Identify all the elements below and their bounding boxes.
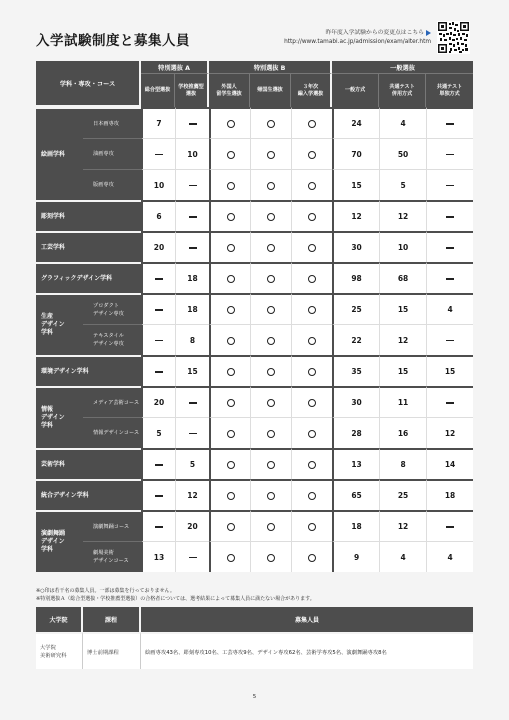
category-line: 学科 — [41, 422, 54, 429]
subcategory-cell — [83, 324, 141, 355]
value-cell — [291, 262, 332, 293]
category-line: 演劇舞踊 — [41, 530, 66, 537]
value-cell — [250, 293, 291, 324]
value-cell — [209, 200, 250, 231]
value-cell — [250, 386, 291, 417]
value-cell — [175, 107, 209, 138]
dash-mark — [155, 371, 163, 372]
arrow-right-icon — [426, 30, 431, 36]
value-cell: 18 — [175, 262, 209, 293]
value-cell — [141, 293, 175, 324]
value-cell — [209, 355, 250, 386]
circle-mark — [308, 275, 316, 283]
value-cell — [209, 386, 250, 417]
value-cell: 9 — [332, 541, 379, 572]
category-line: 工芸学科 — [41, 243, 66, 251]
header-col-line: 編入学選抜 — [297, 90, 324, 97]
value-cell — [141, 355, 175, 386]
value-cell — [175, 541, 209, 572]
value-cell — [209, 541, 250, 572]
dash-mark — [189, 402, 197, 403]
category-cell — [36, 231, 141, 262]
subcategory-cell — [83, 107, 141, 138]
circle-mark — [267, 120, 275, 128]
dash-mark — [189, 247, 197, 248]
header-col — [209, 74, 250, 107]
circle-mark — [267, 244, 275, 252]
circle-mark — [267, 430, 275, 438]
category-cell — [36, 386, 83, 448]
category-line: デザイン — [41, 321, 65, 328]
value-cell: 4 — [379, 107, 426, 138]
subcategory-cell — [83, 417, 141, 448]
circle-mark — [308, 306, 316, 314]
subcategory-cell — [83, 541, 141, 572]
value-cell: 12 — [175, 479, 209, 510]
dash-mark — [155, 526, 163, 527]
category-line: 統合デザイン学科 — [41, 491, 89, 499]
value-cell — [426, 200, 473, 231]
circle-mark — [227, 337, 235, 345]
circle-mark — [227, 554, 235, 562]
value-cell — [426, 107, 473, 138]
circle-mark — [308, 182, 316, 190]
header-col-line: 共通テスト — [389, 83, 415, 90]
footnote: ※特別選抜Ａ（総合型選抜・学校推薦型選抜）の合格者については、選考結果によって募集人員に満たない場合があります。 — [36, 596, 315, 602]
value-cell — [250, 541, 291, 572]
value-cell — [426, 169, 473, 200]
value-cell — [141, 138, 175, 169]
value-cell: 18 — [332, 510, 379, 541]
value-cell: 16 — [379, 417, 426, 448]
value-cell — [175, 231, 209, 262]
subcategory-line: デザイン専攻 — [93, 310, 124, 317]
circle-mark — [308, 151, 316, 159]
table-row — [36, 448, 473, 479]
subcategory-cell — [83, 386, 141, 417]
header-col — [426, 74, 473, 107]
dash-mark — [189, 557, 197, 558]
circle-mark — [227, 151, 235, 159]
value-cell: 25 — [332, 293, 379, 324]
value-cell: 13 — [332, 448, 379, 479]
value-cell — [291, 200, 332, 231]
value-cell — [250, 479, 291, 510]
circle-mark — [308, 554, 316, 562]
dash-mark — [446, 185, 454, 186]
value-cell: 25 — [379, 479, 426, 510]
category-line: 絵画学科 — [41, 150, 66, 158]
notice-text: 昨年度入学試験からの変更点はこちら — [325, 30, 424, 36]
value-cell — [209, 169, 250, 200]
circle-mark — [308, 337, 316, 345]
subcategory-cell — [83, 169, 141, 200]
grad-school-line: 美術研究科 — [40, 652, 67, 659]
value-cell — [291, 169, 332, 200]
circle-mark — [227, 368, 235, 376]
value-cell — [426, 231, 473, 262]
header-col-line: ３年次 — [302, 83, 319, 90]
header-col-line: 帰国生選抜 — [257, 87, 283, 93]
value-cell: 35 — [332, 355, 379, 386]
value-cell — [250, 107, 291, 138]
value-cell: 11 — [379, 386, 426, 417]
table-row — [36, 293, 473, 324]
circle-mark — [227, 492, 235, 500]
header-col-line: 一般方式 — [344, 87, 366, 93]
header-col — [379, 74, 426, 107]
subcategory-cell — [83, 293, 141, 324]
circle-mark — [267, 461, 275, 469]
dash-mark — [446, 154, 454, 155]
category-cell — [36, 262, 141, 293]
category-cell — [36, 200, 141, 231]
table-row — [36, 324, 473, 355]
header-col — [141, 74, 175, 107]
value-cell — [250, 200, 291, 231]
table-row — [36, 417, 473, 448]
value-cell: 8 — [379, 448, 426, 479]
circle-mark — [308, 120, 316, 128]
subcategory-line: デザインコース — [93, 558, 129, 564]
circle-mark — [267, 523, 275, 531]
value-cell: 30 — [332, 386, 379, 417]
value-cell — [426, 324, 473, 355]
value-cell — [426, 510, 473, 541]
header-col-line: 外国人 — [221, 83, 237, 90]
table-row — [36, 541, 473, 572]
grad-header-school: 大学院 — [36, 607, 83, 632]
subcategory-line: テキスタイル — [93, 333, 124, 339]
circle-mark — [308, 213, 316, 221]
value-cell — [250, 231, 291, 262]
value-cell — [426, 138, 473, 169]
dash-mark — [446, 526, 454, 527]
dash-mark — [446, 216, 454, 217]
subcategory-line: プロダクト — [93, 302, 119, 309]
category-line: 芸術学科 — [41, 460, 66, 468]
value-cell: 15 — [332, 169, 379, 200]
header-col-line: 学校推薦型 — [178, 83, 204, 90]
value-cell — [250, 510, 291, 541]
table-row — [36, 200, 473, 231]
value-cell — [250, 355, 291, 386]
value-cell — [291, 386, 332, 417]
value-cell — [250, 448, 291, 479]
header-col — [332, 74, 379, 107]
value-cell: 18 — [175, 293, 209, 324]
value-cell: 12 — [332, 200, 379, 231]
dash-mark — [189, 433, 197, 434]
circle-mark — [267, 182, 275, 190]
value-cell: 22 — [332, 324, 379, 355]
value-cell: 5 — [141, 417, 175, 448]
category-line: デザイン — [41, 414, 65, 421]
value-cell — [291, 293, 332, 324]
dash-mark — [446, 402, 454, 403]
table-row — [36, 386, 473, 417]
value-cell: 8 — [175, 324, 209, 355]
changes-notice[interactable] — [284, 29, 431, 47]
value-cell — [141, 510, 175, 541]
table-row — [36, 355, 473, 386]
circle-mark — [308, 244, 316, 252]
value-cell — [209, 417, 250, 448]
value-cell: 6 — [141, 200, 175, 231]
value-cell: 10 — [141, 169, 175, 200]
value-cell — [209, 231, 250, 262]
page-number: 5 — [252, 694, 257, 700]
table-row — [36, 262, 473, 293]
value-cell: 12 — [379, 324, 426, 355]
circle-mark — [308, 399, 316, 407]
value-cell — [209, 138, 250, 169]
category-line: デザイン — [41, 538, 65, 545]
value-cell: 4 — [426, 541, 473, 572]
value-cell — [291, 510, 332, 541]
value-cell — [209, 262, 250, 293]
subcategory-line: 劇場美術 — [93, 550, 114, 556]
value-cell: 20 — [141, 386, 175, 417]
value-cell — [175, 386, 209, 417]
header-col-line: 併用方式 — [391, 90, 413, 97]
value-cell: 30 — [332, 231, 379, 262]
dash-mark — [155, 309, 163, 310]
value-cell — [175, 200, 209, 231]
dash-mark — [446, 278, 454, 279]
value-cell — [291, 541, 332, 572]
value-cell — [141, 324, 175, 355]
circle-mark — [227, 430, 235, 438]
value-cell — [426, 262, 473, 293]
table-row — [36, 231, 473, 262]
admission-table — [36, 61, 473, 572]
circle-mark — [227, 399, 235, 407]
category-cell — [36, 510, 83, 572]
header-col-line: 留学生選抜 — [216, 90, 242, 97]
grad-header-course: 課程 — [83, 607, 141, 632]
value-cell — [175, 417, 209, 448]
value-cell — [250, 169, 291, 200]
value-cell: 5 — [175, 448, 209, 479]
value-cell — [175, 169, 209, 200]
subcategory-cell — [83, 510, 141, 541]
circle-mark — [308, 368, 316, 376]
page-title: 入学試験制度と募集人員 — [36, 33, 190, 49]
dash-mark — [155, 154, 163, 155]
subcategory-line: デザイン専攻 — [93, 341, 124, 347]
value-cell — [291, 417, 332, 448]
value-cell — [291, 231, 332, 262]
subcategory-line: メディア芸術コース — [93, 399, 140, 406]
circle-mark — [227, 275, 235, 283]
circle-mark — [267, 213, 275, 221]
dash-mark — [155, 340, 163, 341]
value-cell — [141, 262, 175, 293]
header-dept: 学科・専攻・コース — [36, 61, 141, 107]
table-row — [36, 510, 473, 541]
subcategory-line: 日本画専攻 — [93, 120, 119, 127]
value-cell: 68 — [379, 262, 426, 293]
circle-mark — [227, 461, 235, 469]
value-cell: 12 — [379, 200, 426, 231]
grad-school — [36, 632, 83, 669]
value-cell: 10 — [379, 231, 426, 262]
subcategory-cell — [83, 138, 141, 169]
category-cell — [36, 107, 83, 200]
notice-url[interactable]: http://www.tamabi.ac.jp/admission/exam/alter.htm — [284, 39, 431, 45]
circle-mark — [267, 368, 275, 376]
value-cell — [291, 324, 332, 355]
header-col — [291, 74, 332, 107]
footnotes — [36, 587, 315, 603]
circle-mark — [267, 399, 275, 407]
category-line: 環境デザイン学科 — [41, 367, 89, 375]
value-cell: 12 — [426, 417, 473, 448]
dash-mark — [189, 216, 197, 217]
dash-mark — [189, 123, 197, 124]
category-line: 学科 — [41, 329, 54, 336]
dash-mark — [155, 495, 163, 496]
value-cell: 70 — [332, 138, 379, 169]
value-cell: 15 — [379, 355, 426, 386]
dash-mark — [155, 464, 163, 465]
value-cell: 12 — [379, 510, 426, 541]
value-cell — [250, 417, 291, 448]
circle-mark — [227, 120, 235, 128]
value-cell: 4 — [426, 293, 473, 324]
value-cell: 24 — [332, 107, 379, 138]
value-cell — [209, 293, 250, 324]
header-col-line: 総合型選抜 — [144, 87, 171, 93]
dash-mark — [446, 247, 454, 248]
header-col — [175, 74, 209, 107]
value-cell: 15 — [426, 355, 473, 386]
value-cell — [209, 479, 250, 510]
value-cell: 5 — [379, 169, 426, 200]
circle-mark — [227, 523, 235, 531]
value-cell — [141, 479, 175, 510]
header-group-b: 特別選抜 B — [209, 61, 332, 74]
value-cell: 28 — [332, 417, 379, 448]
graduate-table — [36, 607, 473, 669]
circle-mark — [267, 306, 275, 314]
value-cell — [426, 386, 473, 417]
circle-mark — [308, 523, 316, 531]
table-row — [36, 138, 473, 169]
grad-quota: 絵画専攻43名、彫刻専攻10名、工芸専攻9名、デザイン専攻62名、芸術学専攻5名、演劇舞踊専攻8名 — [141, 632, 473, 669]
value-cell: 98 — [332, 262, 379, 293]
dash-mark — [155, 278, 163, 279]
category-cell — [36, 448, 141, 479]
circle-mark — [227, 306, 235, 314]
category-cell — [36, 479, 141, 510]
category-line: 生産 — [41, 313, 54, 320]
circle-mark — [227, 182, 235, 190]
value-cell — [209, 324, 250, 355]
value-cell — [291, 355, 332, 386]
category-cell — [36, 293, 83, 355]
value-cell — [250, 262, 291, 293]
value-cell — [141, 448, 175, 479]
table-row — [36, 169, 473, 200]
header-col-line: 共通テスト — [436, 83, 463, 90]
category-line: 学科 — [41, 546, 54, 553]
value-cell: 14 — [426, 448, 473, 479]
header-col — [250, 74, 291, 107]
circle-mark — [308, 461, 316, 469]
value-cell: 18 — [426, 479, 473, 510]
header-col-line: 単独方式 — [439, 90, 460, 97]
value-cell — [209, 107, 250, 138]
value-cell: 65 — [332, 479, 379, 510]
circle-mark — [227, 244, 235, 252]
header-group-a: 特別選抜 A — [141, 61, 209, 74]
circle-mark — [267, 554, 275, 562]
category-line: グラフィックデザイン学科 — [41, 274, 113, 282]
table-row — [36, 107, 473, 138]
subcategory-line: 演劇舞踊コース — [93, 523, 130, 530]
circle-mark — [308, 492, 316, 500]
value-cell — [291, 448, 332, 479]
circle-mark — [227, 213, 235, 221]
value-cell — [250, 324, 291, 355]
value-cell: 50 — [379, 138, 426, 169]
footnote: ※○印は若干名の募集人員。一部は募集を行っておりません。 — [36, 588, 175, 594]
value-cell — [209, 510, 250, 541]
value-cell: 4 — [379, 541, 426, 572]
dash-mark — [446, 340, 454, 341]
grad-school-line: 大学院 — [40, 644, 56, 651]
value-cell: 15 — [379, 293, 426, 324]
category-cell — [36, 355, 141, 386]
value-cell: 20 — [175, 510, 209, 541]
value-cell — [291, 138, 332, 169]
value-cell: 15 — [175, 355, 209, 386]
dash-mark — [189, 185, 197, 186]
grad-header-quota: 募集人員 — [141, 607, 473, 632]
value-cell: 20 — [141, 231, 175, 262]
circle-mark — [267, 151, 275, 159]
value-cell — [250, 138, 291, 169]
subcategory-line: 油画専攻 — [93, 151, 114, 157]
value-cell — [291, 479, 332, 510]
header-col-line: 選抜 — [185, 90, 197, 97]
circle-mark — [267, 492, 275, 500]
subcategory-line: 版画専攻 — [93, 182, 114, 188]
header-group-c: 一般選抜 — [332, 61, 473, 74]
value-cell: 10 — [175, 138, 209, 169]
category-line: 彫刻学科 — [41, 212, 66, 220]
qr-code-icon[interactable] — [437, 21, 470, 54]
dash-mark — [446, 123, 454, 124]
table-row — [36, 479, 473, 510]
value-cell: 7 — [141, 107, 175, 138]
value-cell — [209, 448, 250, 479]
value-cell: 13 — [141, 541, 175, 572]
circle-mark — [267, 275, 275, 283]
circle-mark — [267, 337, 275, 345]
subcategory-line: 情報デザインコース — [93, 430, 140, 436]
circle-mark — [308, 430, 316, 438]
grad-course: 博士前期課程 — [83, 632, 141, 669]
category-line: 情報 — [41, 406, 54, 413]
value-cell — [291, 107, 332, 138]
